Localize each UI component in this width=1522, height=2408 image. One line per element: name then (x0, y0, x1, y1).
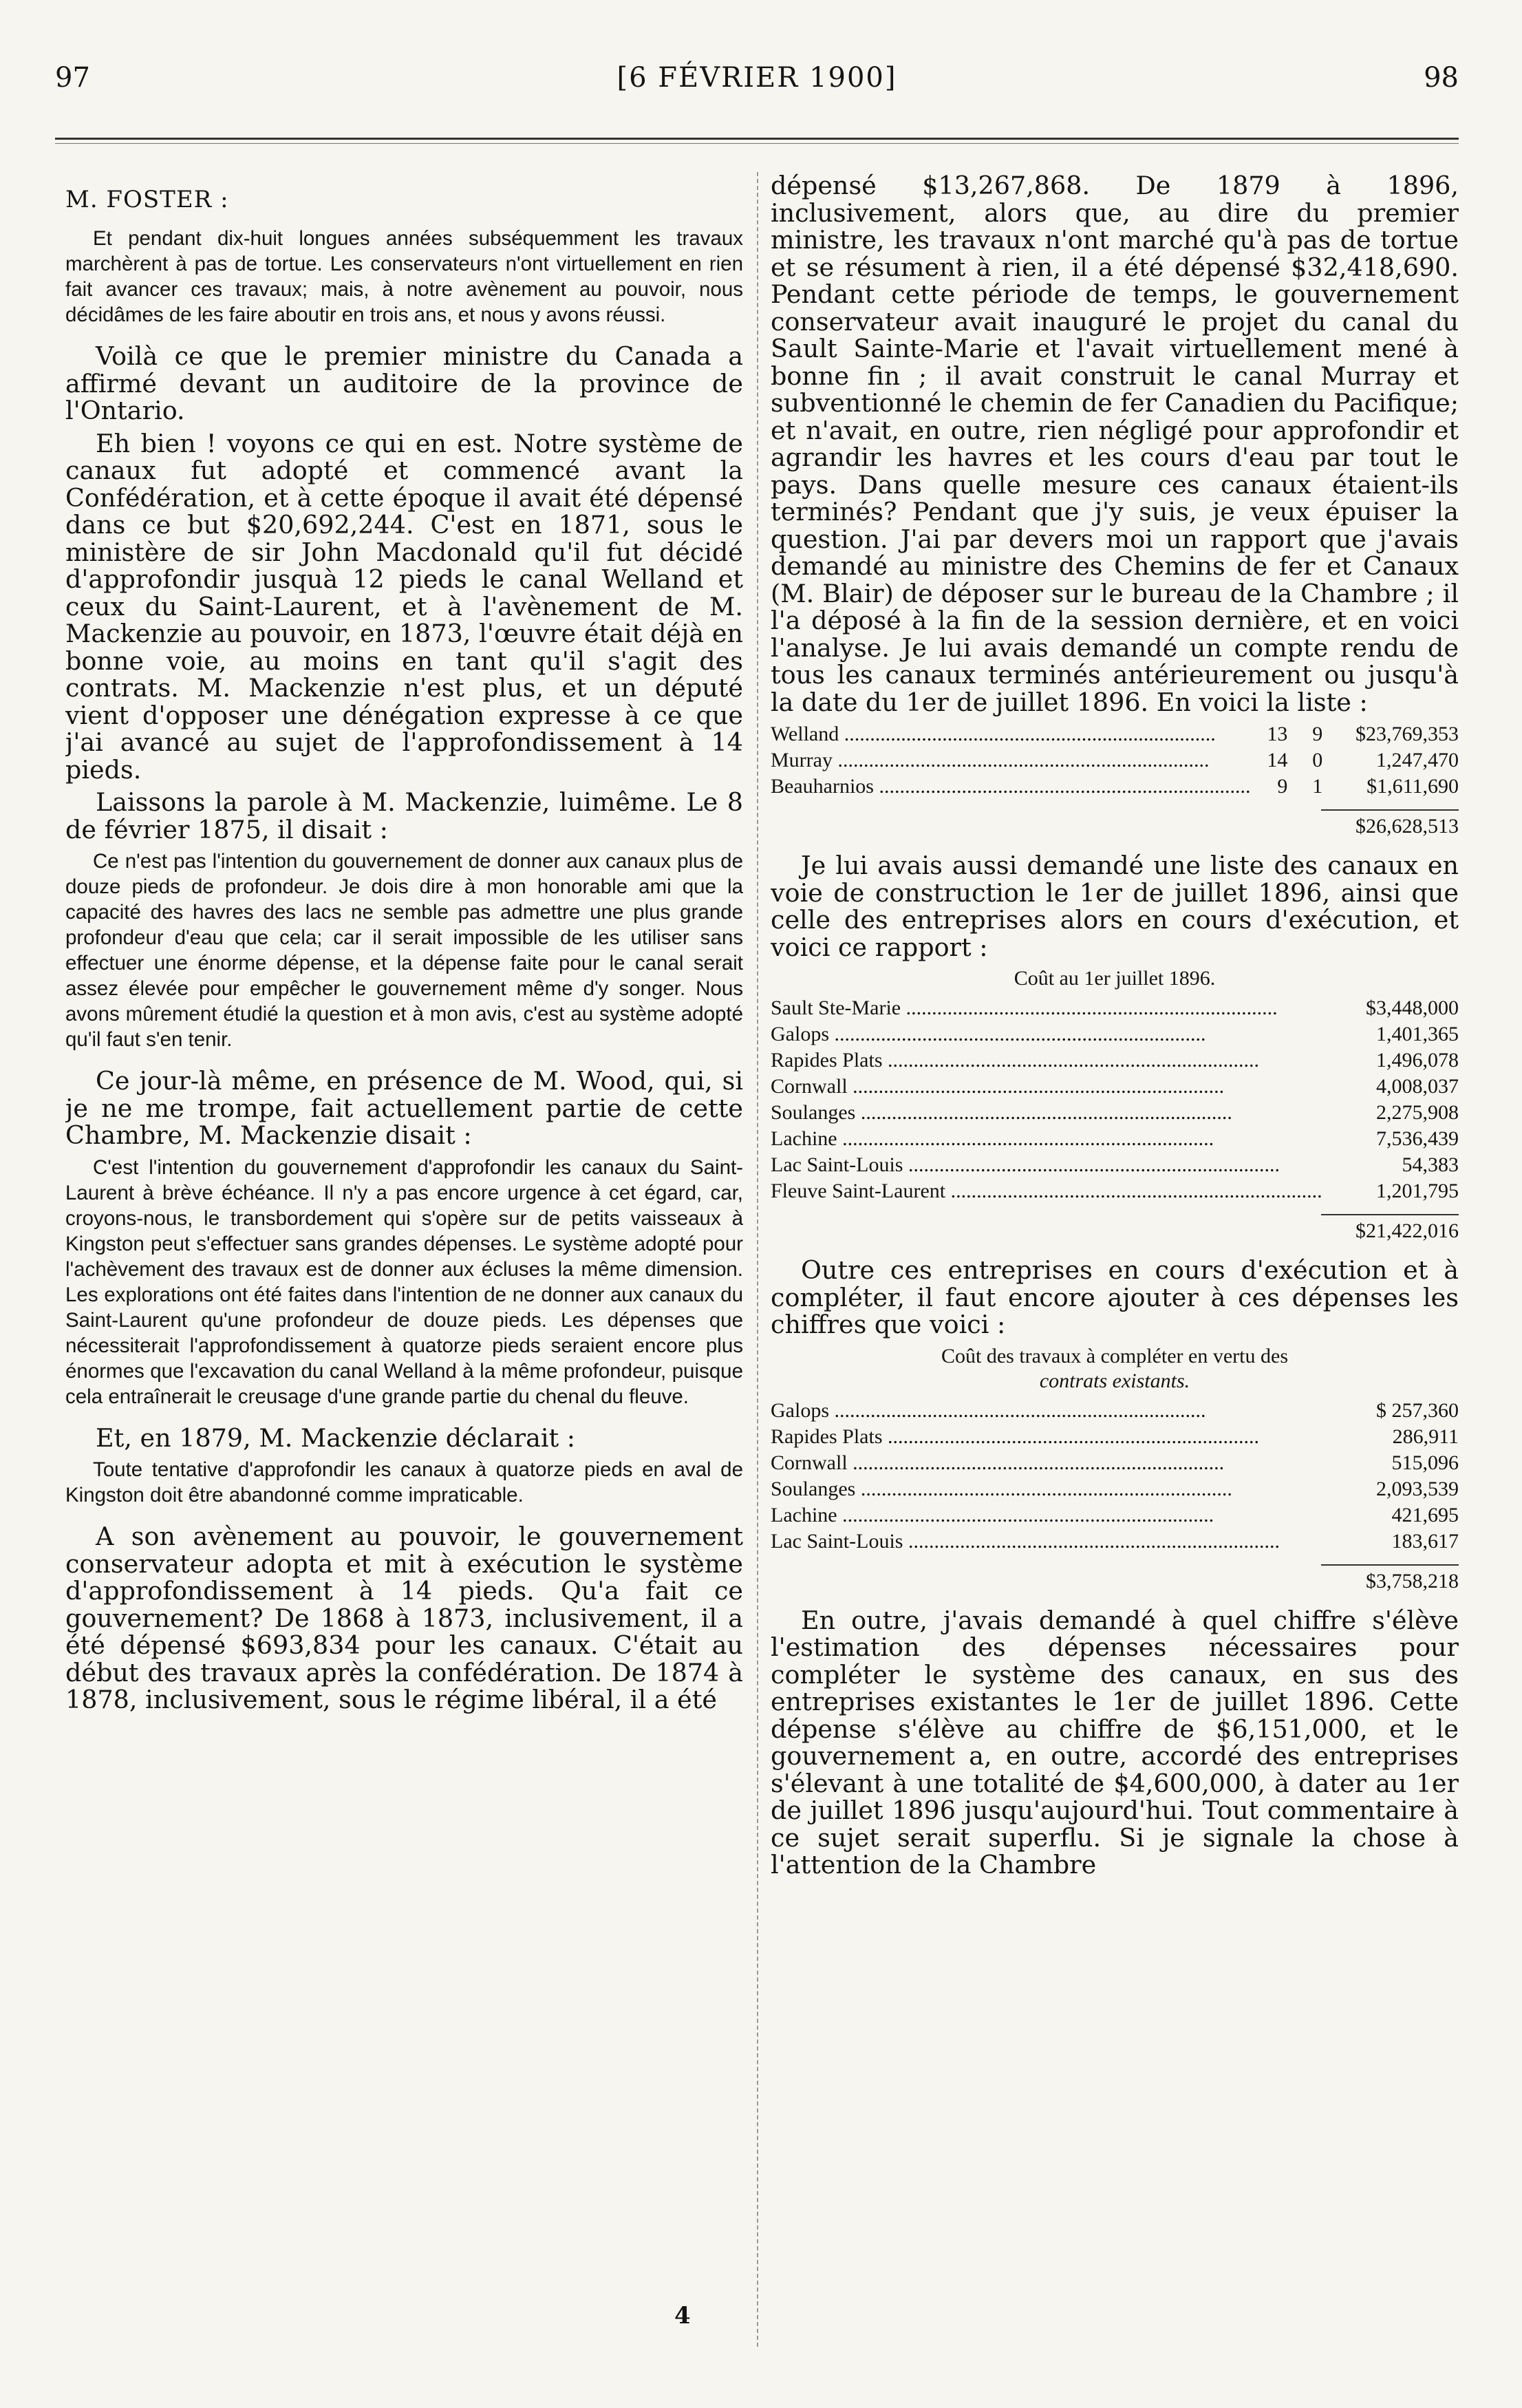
table-cell-amount: 4,008,037 (1376, 1075, 1459, 1098)
table-cell-b: 1 (1312, 775, 1323, 798)
table-row (771, 1476, 1459, 1502)
canal-name: Galops ..... (771, 1399, 1206, 1422)
paragraph: Voilà ce que le premier ministre du Canada a affirmé devant un auditoire de la province de l'Ontario. (65, 341, 743, 425)
header-rule (55, 138, 1459, 140)
table-row (771, 1450, 1459, 1476)
paragraph: Je lui avais aussi demandé une liste des canaux en voie de construction le 1er de juillet 1896, ainsi que celle des entreprises alors en cours d'exécution, et voici ce rapport : (771, 851, 1459, 962)
canal-name: Lachine ..... (771, 1127, 1214, 1150)
canal-name: Lac Saint-Louis ..... (771, 1530, 1280, 1553)
table-row (771, 747, 1459, 774)
table-cell-amount: 183,617 (1391, 1529, 1459, 1553)
table-cell-a: 9 (1277, 775, 1288, 798)
table-heading: Coût au 1er juillet 1896. (1014, 967, 1216, 990)
column-divider (757, 172, 758, 2347)
canal-name: Lachine ..... (771, 1504, 1214, 1526)
canal-name: Soulanges ..... (771, 1478, 1232, 1500)
table-cell-name (771, 1178, 1322, 1204)
table-row (771, 1424, 1459, 1450)
table-cell-name (771, 1047, 1322, 1074)
table-cell-amount: 421,695 (1391, 1503, 1459, 1526)
canal-name: Beauharnios ..... (771, 775, 1250, 798)
canal-name: Murray ..... (771, 749, 1209, 771)
table-cell-a: 13 (1267, 723, 1288, 745)
table-cell-amount: 1,201,795 (1376, 1180, 1459, 1202)
table-total: $26,628,513 (1355, 815, 1459, 838)
table-cell-amount: 2,093,539 (1376, 1477, 1459, 1500)
table-cell-name (771, 1528, 1287, 1555)
page-number-right: 98 (1424, 62, 1459, 94)
table-cell-amount: $ 257,360 (1376, 1398, 1459, 1422)
table-cell-name (771, 721, 1250, 747)
completed-canals-table (771, 721, 1459, 800)
table-row (771, 1398, 1459, 1424)
table-cell-name (771, 1424, 1287, 1450)
canal-name: Sault Ste-Marie ..... (771, 997, 1278, 1019)
paragraph: dépensé $13,267,868. De 1879 à 1896, inclusivement, alors que, au dire du premier ministre, les travaux n'ont marché qu'à pas de tortue et se résument à rien, il a été dépensé $32,418,690. Pendant cette période de temps, le gouvernement conservateur avait inauguré le projet du canal du Sault Sainte-Marie et l'avait virtuellement mené à bonne fin ; il avait construit le canal Murray et subventionné le chemin de fer Canadien du Pacifique; et n'avait, en outre, rien négligé pour approfondir et agrandir les havres et les cours d'eau par tout le pays. Dans quelle mesure ces canaux étaient-ils terminés? Pendant que j'y suis, je veux épuiser la question. J'ai par devers moi un rapport que j'avais demandé au ministre des Chemins de fer et Canaux (M. Blair) de déposer sur le bureau de la Chambre ; il l'a déposé à la fin de la session dernière, et en voici l'analyse. Je lui avais demandé un compte rendu de tous les canaux terminés antérieurement ou jusqu'à la date du 1er de juillet 1896. En voici la liste : (771, 172, 1459, 717)
table-body (771, 1398, 1459, 1555)
table-cell-name (771, 1152, 1322, 1178)
table-cell-amount: $23,769,353 (1355, 723, 1459, 745)
table-cell-name (771, 1476, 1287, 1502)
table-cell-name (771, 995, 1322, 1021)
table-cell-amount: 2,275,908 (1376, 1101, 1459, 1124)
table-heading-line: Coût des travaux à compléter en vertu des (941, 1344, 1288, 1367)
left-column (65, 172, 743, 2361)
page-number-left: 97 (55, 62, 90, 94)
canal-name: Cornwall ..... (771, 1075, 1224, 1098)
table-cell-amount: 515,096 (1391, 1451, 1459, 1474)
paragraph: En outre, j'avais demandé à quel chiffre s'élève l'estimation des dépenses nécessaires pour compléter le système des canaux, en sus des entreprises existantes le 1er de juillet 1896. Cette dépense s'élève au chiffre de $6,151,000, et le gouvernement a, en outre, accordé des entreprises s'élevant à une totalité de $4,600,000, à dater au 1er de juillet 1896 jusqu'aujourd'hui. Tout commentaire à ce sujet serait superflu. Si je signale la chose à l'attention de la Chambre (771, 1605, 1459, 1879)
table-body (771, 995, 1459, 1204)
table-row (771, 1528, 1459, 1555)
table-cell-name (771, 1398, 1287, 1424)
table-cell-amount: 1,247,470 (1376, 749, 1459, 771)
table-cell-name (771, 1450, 1287, 1476)
quote-block: C'est l'intention du gouvernement d'approfondir les canaux du Saint-Laurent à brève échéance. Il n'y a pas encore urgence à cet égard, car, croyons-nous, le transbordement qui s'opère sur de petits vaisseaux à Kingston peut s'effectuer sans grandes dépenses. Le système adopté pour l'achèvement des travaux est de donner aux écluses la même dimension. Les explorations ont été faites dans l'intention de ne donner aux canaux du Saint-Laurent qu'une profondeur de douze pieds. Les dépenses que nécessiterait l'approfondissement à quatorze pieds seraient encore plus énormes que l'excavation du canal Welland à la même profondeur, puisque cela entraînerait le creusage d'une grande partie du chenal du fleuve. (65, 1155, 743, 1408)
paragraph: Et, en 1879, M. Mackenzie déclarait : (96, 1423, 576, 1453)
table-total: $3,758,218 (1366, 1569, 1459, 1592)
table-heading-line: contrats existants. (1039, 1369, 1190, 1392)
table-cell-name (771, 747, 1250, 774)
canal-name: Lac Saint-Louis ..... (771, 1153, 1280, 1176)
table-cell-amount: $1,611,690 (1366, 775, 1459, 798)
paragraph: Outre ces entreprises en cours d'exécution et à compléter, il faut encore ajouter à ces dépenses les chiffres que voici : (771, 1255, 1459, 1339)
table-cell-amount: 286,911 (1392, 1425, 1459, 1448)
canal-name: Galops ..... (771, 1023, 1206, 1045)
table-cell-amount: $3,448,000 (1366, 997, 1459, 1019)
table-cell-name (771, 1021, 1322, 1047)
quote-block: Et pendant dix-huit longues années subséquemment les travaux marchèrent à pas de tortue. Les conservateurs n'ont virtuellement en rien fait avancer ces travaux; mais, à notre avènement au pouvoir, nous décidâmes de les faire aboutir en trois ans, et nous y avons réussi. (65, 227, 743, 326)
table-heading (771, 1344, 1459, 1394)
table-row (771, 995, 1459, 1021)
works-to-complete-table (771, 1398, 1459, 1555)
right-column (771, 172, 1459, 2361)
table-cell-amount: 54,383 (1402, 1153, 1459, 1176)
table-row (771, 1021, 1459, 1047)
table-cell-name (771, 1502, 1287, 1528)
table-row (771, 721, 1459, 747)
speaker-name: M. FOSTER : (65, 186, 229, 213)
canal-name: Fleuve Saint-Laurent ..... (771, 1180, 1322, 1202)
paragraph: Laissons la parole à M. Mackenzie, luimême. Le 8 de février 1875, il disait : (65, 787, 743, 844)
table-cell-b: 0 (1312, 749, 1323, 771)
table-cell-name (771, 1100, 1322, 1126)
table-body (771, 721, 1459, 800)
table-row (771, 1074, 1459, 1100)
table-total: $21,422,016 (1355, 1219, 1459, 1242)
table-row (771, 1178, 1459, 1204)
table-cell-name (771, 1126, 1322, 1152)
table-row (771, 1100, 1459, 1126)
canal-name: Rapides Plats ..... (771, 1049, 1259, 1072)
table-row (771, 1126, 1459, 1152)
table-row (771, 1502, 1459, 1528)
canal-name: Soulanges ..... (771, 1101, 1232, 1124)
table-cell-amount: 7,536,439 (1376, 1127, 1459, 1150)
quote-block: Ce n'est pas l'intention du gouvernement de donner aux canaux plus de douze pieds de profondeur. Je dois dire à mon honorable ami que la capacité des havres des lacs ne semble pas admettre une plus grande profondeur d'eau que cela; car il serait impossible de les utiliser sans effectuer une énorme dépense, et la dépense faite pour le canal serait assez élevée pour empêcher le gouvernement même d'y songer. Nous avons mûrement étudié la question et à mon avis, c'est au système adopté qu'il faut s'en tenir. (65, 850, 743, 1051)
canal-name: Welland ..... (771, 723, 1216, 745)
table-row (771, 774, 1459, 800)
issue-date: [6 FÉVRIER 1900] (617, 62, 897, 94)
canal-name: Cornwall ..... (771, 1451, 1224, 1474)
page-header (55, 41, 1459, 96)
table-cell-amount: 1,496,078 (1376, 1049, 1459, 1072)
page-footer-number: 4 (674, 2302, 691, 2330)
table-cell-name (771, 774, 1250, 800)
table-cell-name (771, 1074, 1322, 1100)
paragraph: A son avènement au pouvoir, le gouvernement conservateur adopta et mit à exécution le système d'approfondissement à 14 pieds. Qu'a fait ce gouvernement? De 1868 à 1873, inclusivement, il a été dépensé $693,834 pour les canaux. C'était au début des travaux après la confédération. De 1874 à 1878, inclusivement, sous le régime libéral, il a été (65, 1522, 743, 1714)
table-cell-amount: 1,401,365 (1376, 1023, 1459, 1045)
table-cell-a: 14 (1267, 749, 1288, 771)
quote-block: Toute tentative d'approfondir les canaux à quatorze pieds en aval de Kingston doit être abandonné comme impraticable. (65, 1458, 743, 1506)
canals-in-construction-table (771, 995, 1459, 1204)
table-row (771, 1152, 1459, 1178)
header-rule-thin (55, 143, 1459, 144)
table-cell-b: 9 (1312, 723, 1323, 745)
table-row (771, 1047, 1459, 1074)
canal-name: Rapides Plats ..... (771, 1425, 1259, 1448)
paragraph: Eh bien ! voyons ce qui en est. Notre système de canaux fut adopté et commencé avant la Confédération, et à cette époque il avait été dépensé dans ce but $20,692,244. C'est en 1871, sous le ministère de sir John Macdonald qu'il fut décidé d'approfondir jusquà 12 pieds le canal Welland et ceux du Saint-Laurent, et à l'avènement de M. Mackenzie au pouvoir, en 1873, l'œuvre était déjà en bonne voie, au moins en tant qu'il s'agit des contrats. M. Mackenzie n'est plus, et un député vient d'opposer une dénégation expresse à ce que j'ai avancé au sujet de l'approfondissement à 14 pieds. (65, 428, 743, 785)
paragraph: Ce jour-là même, en présence de M. Wood, qui, si je ne me trompe, fait actuellement partie de cette Chambre, M. Mackenzie disait : (65, 1066, 743, 1150)
